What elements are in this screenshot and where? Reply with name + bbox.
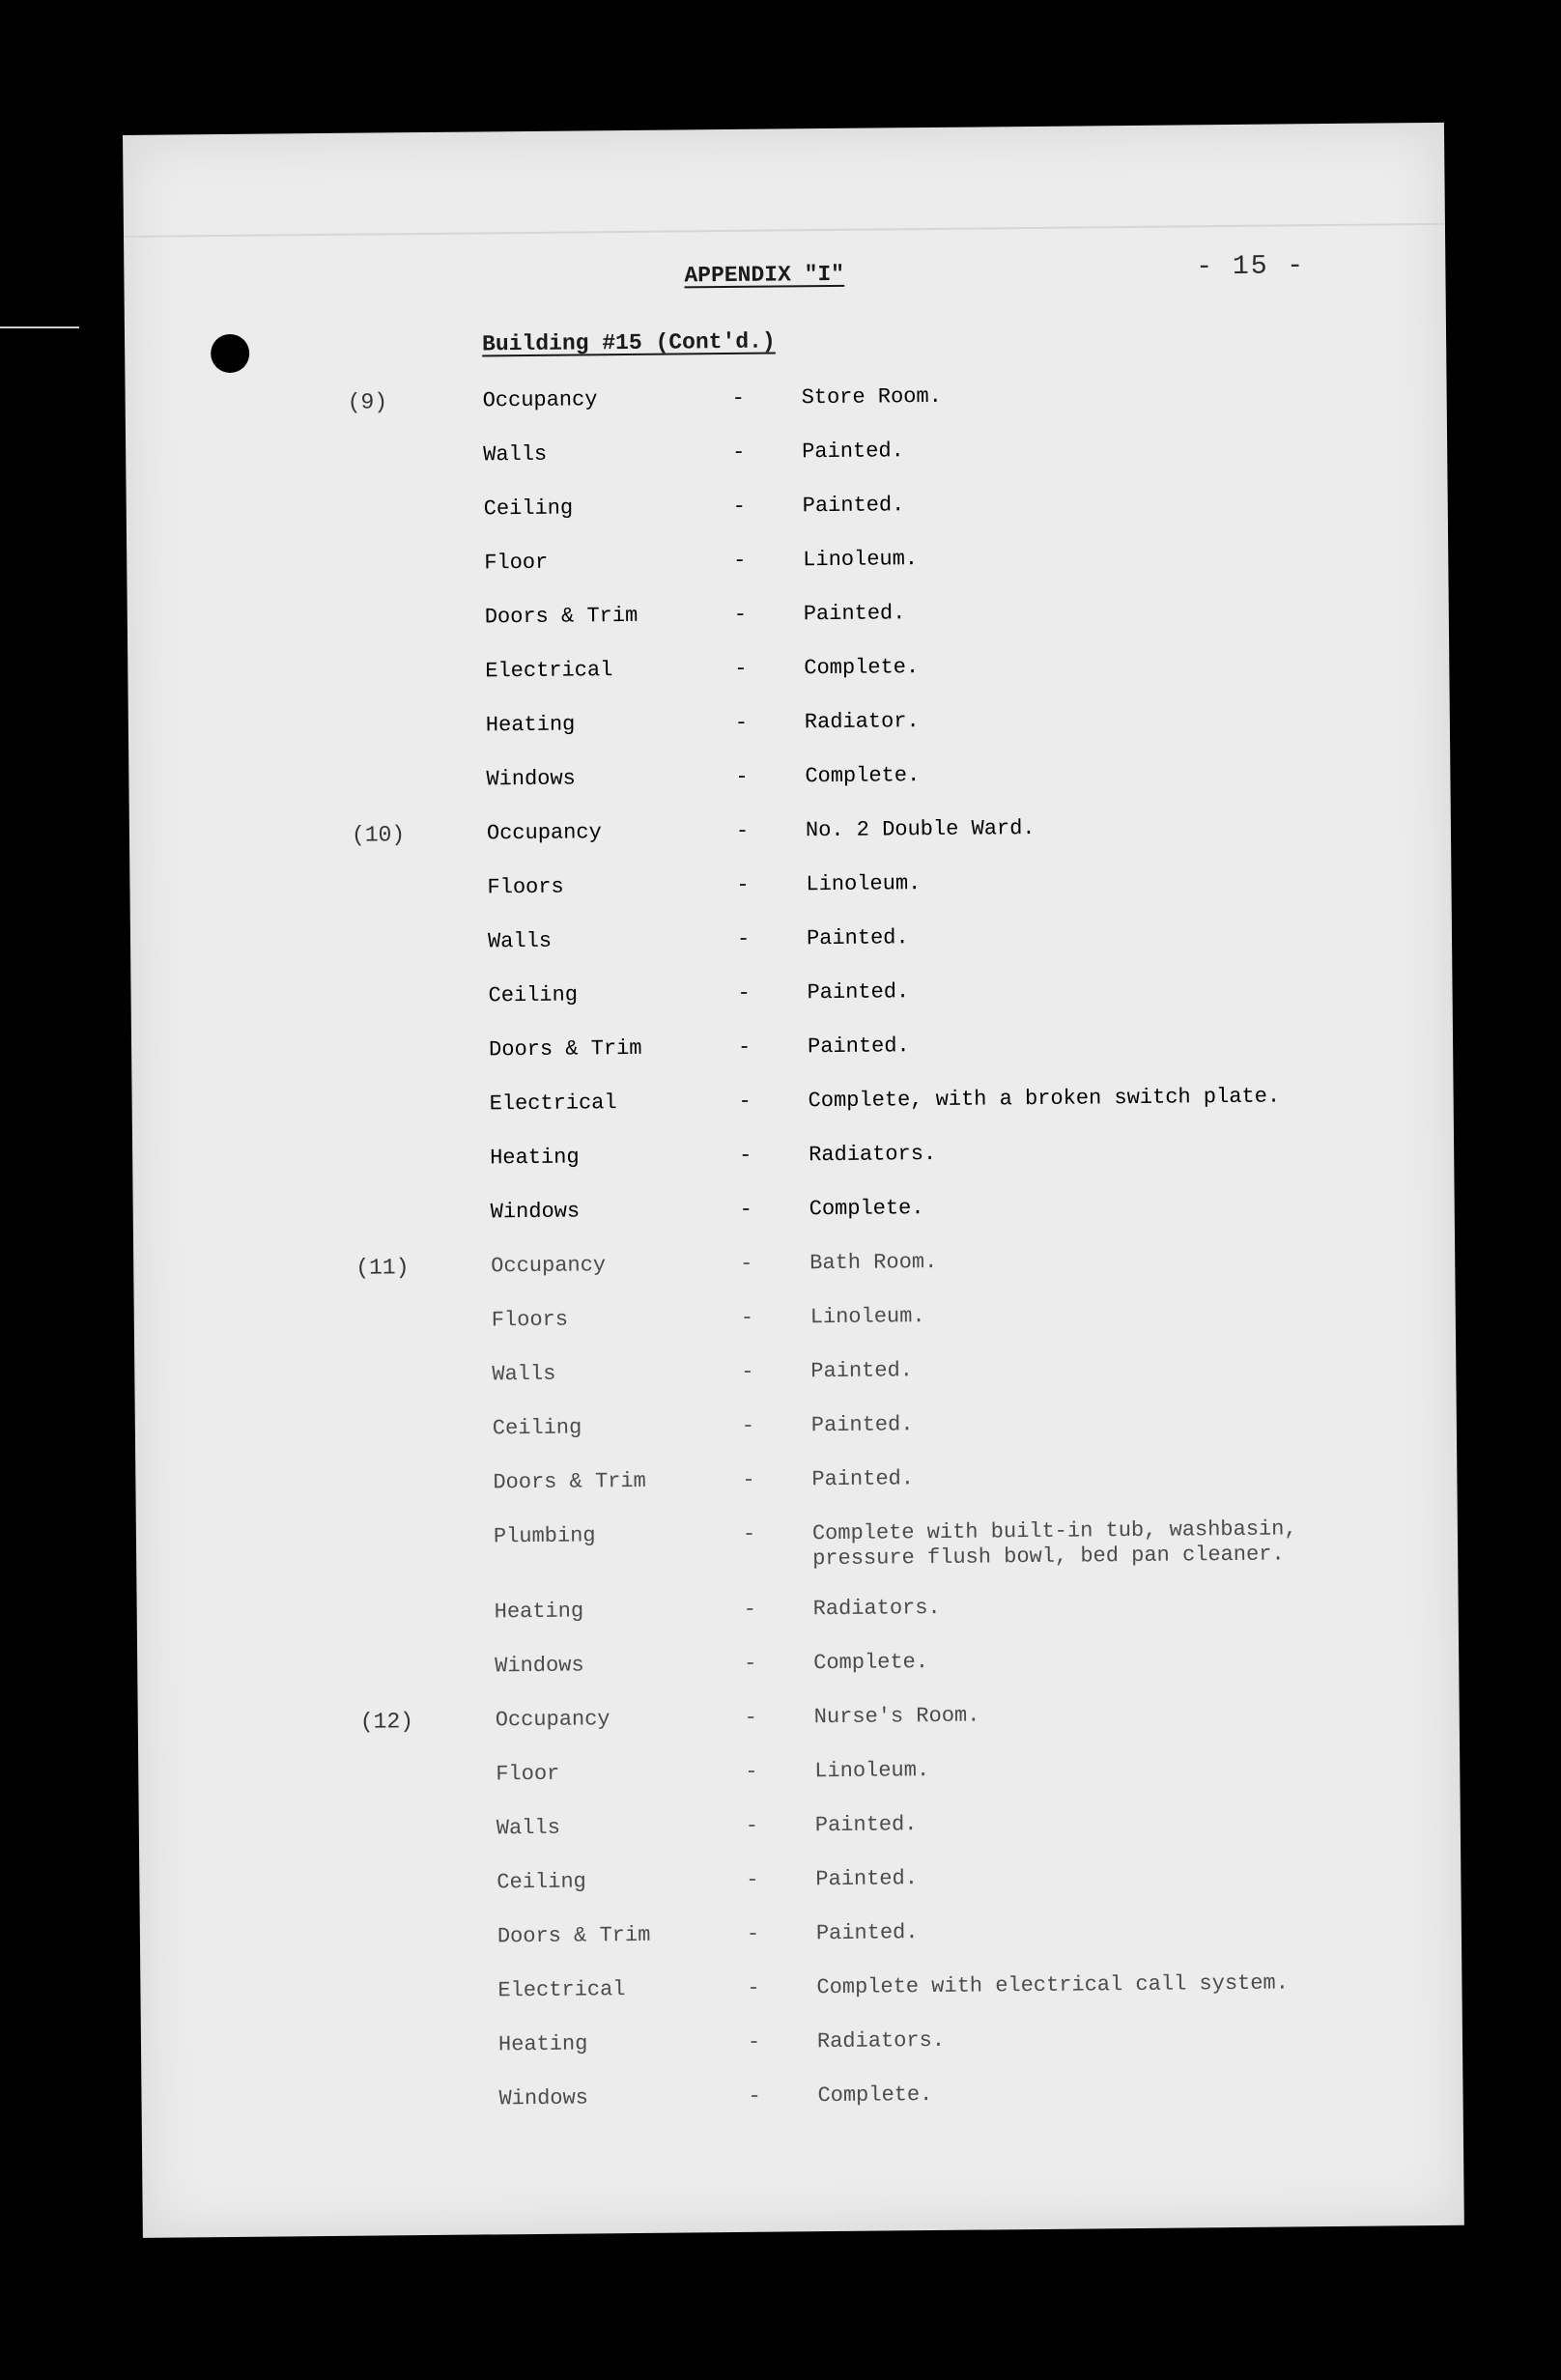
row-value: Complete. — [804, 655, 920, 681]
row-dash: - — [738, 1089, 752, 1114]
row-label: Floor — [496, 1761, 560, 1787]
inventory-row — [141, 2078, 1462, 2129]
inventory-row — [129, 866, 1451, 918]
row-dash: - — [734, 710, 749, 735]
row-value: Complete, with a broken switch plate. — [808, 1084, 1281, 1114]
row-label: Walls — [487, 928, 553, 954]
row-dash: - — [737, 1034, 752, 1060]
row-label: Floor — [484, 550, 549, 576]
inventory-row — [130, 921, 1452, 972]
row-value: Radiator. — [804, 709, 920, 735]
row-value: Complete. — [817, 2082, 933, 2109]
row-dash: - — [747, 2029, 761, 2054]
row-dash: - — [733, 548, 747, 573]
inventory-row — [126, 434, 1447, 485]
row-dash: - — [742, 1467, 755, 1492]
row-label: Doors & Trim — [493, 1468, 646, 1495]
row-dash: - — [739, 1143, 752, 1168]
row-value: Store Room. — [801, 383, 942, 411]
row-dash: - — [740, 1251, 753, 1276]
row-label: Occupancy — [486, 820, 602, 846]
page-fold-line — [124, 223, 1445, 238]
inventory-row — [136, 1516, 1458, 1572]
row-label: Ceiling — [492, 1415, 582, 1441]
row-label: Walls — [483, 441, 548, 468]
row-dash: - — [743, 1597, 757, 1622]
row-dash: - — [741, 1413, 755, 1438]
row-label: Occupancy — [495, 1707, 610, 1733]
inventory-row — [127, 542, 1448, 593]
row-label: Ceiling — [483, 496, 574, 522]
row-value: Nurse's Room. — [813, 1703, 980, 1730]
row-value: Radiators. — [812, 1595, 941, 1622]
row-value: Bath Room. — [809, 1249, 938, 1276]
row-dash: - — [732, 439, 746, 465]
inventory-row — [128, 596, 1449, 647]
row-label: Windows — [498, 2085, 589, 2111]
row-label: Heating — [497, 2031, 588, 2057]
row-label: Windows — [495, 1653, 584, 1679]
row-dash: - — [732, 494, 747, 519]
punch-hole — [211, 334, 249, 373]
inventory-row — [140, 1969, 1462, 2021]
row-dash: - — [735, 764, 749, 789]
row-label: Walls — [496, 1815, 560, 1841]
row-value: Complete with electrical call system. — [816, 1970, 1290, 2000]
row-value: Painted. — [802, 493, 905, 519]
inventory-row — [135, 1407, 1457, 1459]
row-label: Ceiling — [488, 982, 579, 1008]
row-value: Linoleum. — [809, 1304, 925, 1330]
row-dash: - — [746, 1867, 759, 1892]
row-value: Complete. — [813, 1650, 929, 1676]
appendix-title: APPENDIX "I" — [684, 261, 845, 289]
row-dash: - — [739, 1197, 753, 1222]
row-dash: - — [746, 1921, 760, 1946]
row-label: Doors & Trim — [497, 1922, 651, 1949]
row-value: Painted. — [814, 1812, 918, 1838]
row-dash: - — [733, 602, 748, 627]
inventory-row — [140, 1915, 1462, 1967]
inventory-row — [134, 1299, 1456, 1350]
row-dash: - — [742, 1521, 756, 1546]
inventory-row — [141, 2024, 1462, 2075]
inventory-row — [132, 1137, 1454, 1188]
inventory-row — [133, 1245, 1455, 1296]
document-page — [123, 123, 1464, 2238]
row-label: Heating — [494, 1599, 584, 1625]
row-value: Linoleum. — [803, 547, 919, 573]
row-label: Floors — [491, 1307, 569, 1333]
row-label: Floors — [487, 874, 564, 900]
row-dash: - — [737, 980, 751, 1006]
row-label: Electrical — [497, 1977, 626, 2003]
row-label: Windows — [486, 766, 576, 792]
section-number-11: (11) — [355, 1255, 410, 1281]
inventory-row — [128, 650, 1449, 701]
row-label: Plumbing — [493, 1523, 596, 1549]
row-dash: - — [735, 818, 750, 843]
inventory-row — [128, 758, 1450, 809]
row-dash: - — [748, 2083, 761, 2109]
row-dash: - — [745, 1813, 759, 1838]
inventory-row — [133, 1191, 1455, 1242]
row-value: Painted. — [810, 1358, 914, 1384]
row-dash: - — [731, 385, 745, 411]
row-dash: - — [736, 872, 750, 897]
row-dash: - — [744, 1705, 758, 1730]
row-value: Complete. — [805, 763, 921, 789]
scan-edge-mark — [0, 326, 79, 328]
inventory-row — [130, 975, 1452, 1026]
row-label: Heating — [490, 1145, 580, 1171]
row-label: Occupancy — [491, 1253, 607, 1279]
row-value: Complete. — [809, 1196, 924, 1222]
row-label: Heating — [485, 712, 576, 738]
row-value: Linoleum. — [814, 1758, 930, 1784]
row-value: Complete with built-in tub, washbasin, pressure flush bowl, bed pan cleaner. — [811, 1516, 1297, 1572]
inventory-row — [137, 1591, 1459, 1642]
row-label: Electrical — [485, 658, 613, 684]
inventory-row — [137, 1645, 1459, 1696]
inventory-row — [138, 1753, 1460, 1804]
inventory-row — [138, 1699, 1460, 1750]
row-value: Painted. — [807, 1034, 910, 1060]
row-dash: - — [740, 1305, 754, 1330]
row-dash: - — [744, 1651, 757, 1676]
inventory-row — [128, 704, 1450, 755]
inventory-row — [134, 1353, 1456, 1404]
row-value: Radiators. — [809, 1141, 937, 1168]
inventory-row — [131, 1029, 1453, 1080]
row-value: Painted. — [815, 1920, 919, 1946]
inventory-row — [139, 1807, 1461, 1858]
inventory-row — [132, 1083, 1454, 1134]
row-value: Painted. — [806, 925, 909, 951]
inventory-row — [129, 812, 1451, 864]
inventory-row — [126, 380, 1447, 431]
inventory-row — [135, 1461, 1457, 1513]
row-value: Painted. — [803, 601, 906, 627]
row-dash: - — [745, 1759, 758, 1784]
row-dash: - — [741, 1359, 754, 1384]
row-value: Painted. — [815, 1866, 919, 1892]
row-value: Radiators. — [816, 2027, 946, 2054]
row-label: Ceiling — [497, 1869, 586, 1895]
inventory-row — [127, 488, 1448, 539]
row-value: Linoleum. — [806, 871, 922, 897]
row-label: Doors & Trim — [484, 603, 639, 630]
row-label: Electrical — [489, 1091, 617, 1117]
page-number: - 15 - — [1196, 251, 1306, 283]
inventory-row — [139, 1861, 1461, 1912]
row-value: No. 2 Double Ward. — [805, 815, 1036, 843]
row-value: Painted. — [810, 1412, 914, 1438]
row-dash: - — [747, 1975, 760, 2000]
section-number-12: (12) — [359, 1709, 414, 1735]
row-label: Walls — [492, 1361, 556, 1387]
building-heading: Building #15 (Cont'd.) — [481, 328, 776, 357]
row-label: Occupancy — [482, 387, 598, 413]
row-dash: - — [734, 656, 748, 681]
row-value: Painted. — [802, 439, 904, 465]
section-number-9: (9) — [347, 389, 388, 415]
row-label: Doors & Trim — [488, 1035, 642, 1062]
row-label: Windows — [490, 1199, 581, 1225]
section-number-10: (10) — [351, 822, 406, 848]
row-value: Painted. — [807, 979, 910, 1006]
row-value: Painted. — [811, 1466, 915, 1492]
row-dash: - — [736, 926, 751, 951]
